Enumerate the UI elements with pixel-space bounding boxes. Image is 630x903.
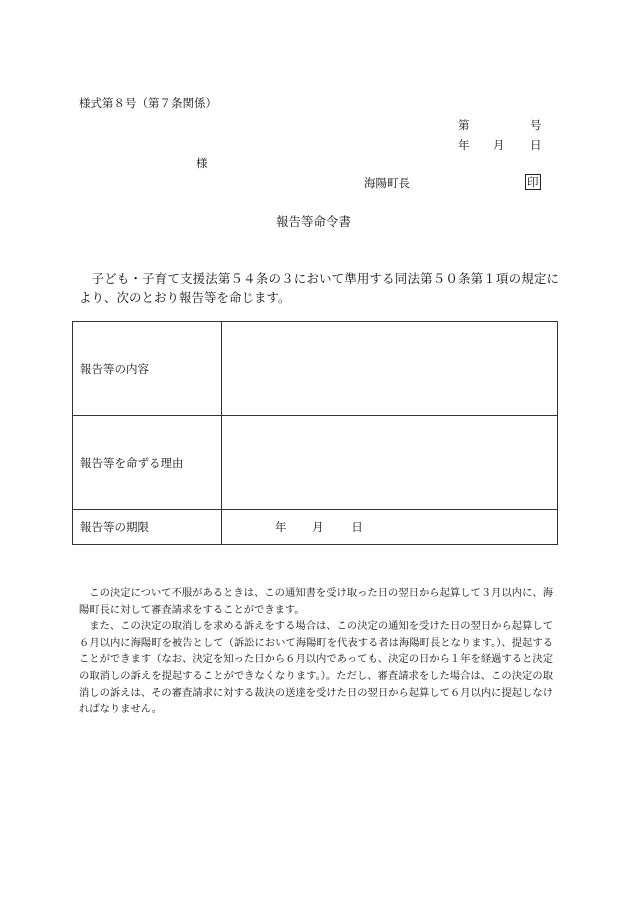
deadline-month: 月 <box>312 520 324 534</box>
intro-paragraph: 子ども・子育て支援法第５４条の３において準用する同法第５０条第１項の規定により、次のとおり報告等を命じます。 <box>79 271 559 305</box>
deadline-year: 年 <box>275 520 287 534</box>
seal-text: 印 <box>527 175 539 189</box>
notes <box>79 585 553 718</box>
row-label-content: 報告等の内容 <box>73 322 222 416</box>
issuer: 海陽町長 <box>364 176 410 190</box>
table-row <box>73 322 558 416</box>
note-paragraph: この決定について不服があるときは、この通知書を受け取った日の翌日から起算して３月以内に、海陽町長に対して審査請求をすることができます。 <box>79 587 553 616</box>
date-year: 年 <box>458 138 470 152</box>
row-value-content <box>222 322 558 416</box>
form-label: 様式第８号（第７条関係） <box>79 96 217 110</box>
recipient-suffix: 様 <box>196 156 208 170</box>
row-value-reason <box>222 416 558 510</box>
table-row <box>73 510 558 545</box>
seal-mark <box>525 174 541 190</box>
doc-number-dai: 第 <box>458 118 470 132</box>
row-label-deadline: 報告等の期限 <box>73 510 222 545</box>
note-paragraph: また、この決定の取消しを求める訴えをする場合は、この決定の通知を受けた日の翌日から起算して６月以内に海陽町を被告として（訴訟において海陽町を代表する者は海陽町長となります。）、提起することができます（なお、決定を知った日から６月以内であっても、決定の日から１年を経過すると決定の取消しの訴えを提起することができなくなります。）。ただし、審査請求をした場合は、この決定の取消しの訴えは、その審査請求に対する裁決の送達を受けた日の翌日から起算して６月以内に提起しなければなりません。 <box>79 620 553 716</box>
doc-number-go: 号 <box>530 118 542 132</box>
row-value-deadline <box>222 510 558 545</box>
date-month: 月 <box>493 138 505 152</box>
date-day: 日 <box>530 138 542 152</box>
table-row <box>73 416 558 510</box>
deadline-day: 日 <box>351 520 363 534</box>
row-label-reason: 報告等を命ずる理由 <box>73 416 222 510</box>
intro-text <box>79 269 559 307</box>
document-title: 報告等命令書 <box>276 214 352 229</box>
order-table <box>72 321 558 545</box>
